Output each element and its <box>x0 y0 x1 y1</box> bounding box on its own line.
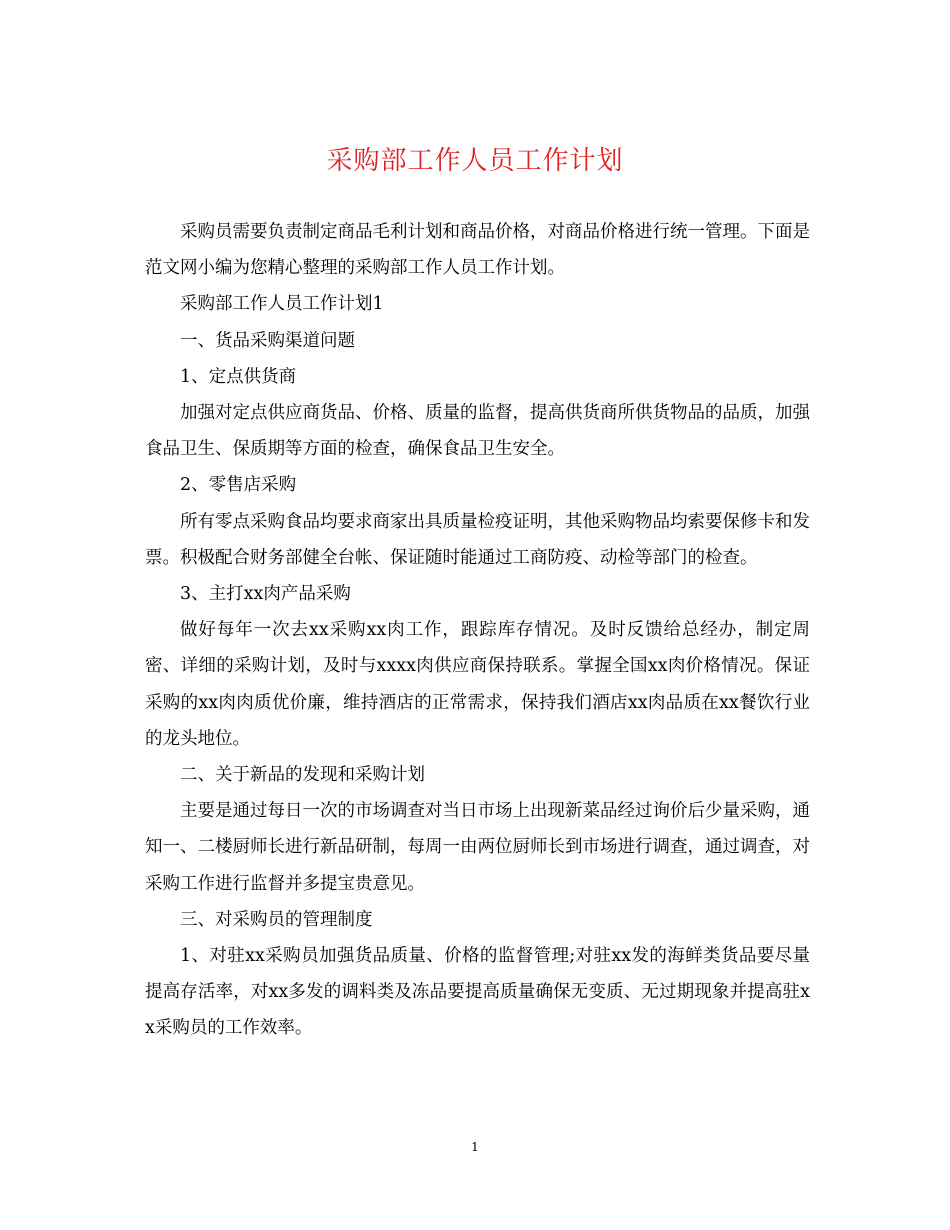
paragraph-subsection-3: 3、主打xx肉产品采购 <box>180 584 351 605</box>
paragraph-section-3-heading: 三、对采购员的管理制度 <box>180 909 373 930</box>
paragraph-retail-text: 所有零点采购食品均要求商家出具质量检疫证明，其他采购物品均索要保修卡和发票。积极配合财务部健全台帐、保证随时能通过工商防疫、动检等部门的检查。 <box>145 511 810 568</box>
document-title: 采购部工作人员工作计划 <box>326 146 624 176</box>
paragraph-intro: 采购员需要负责制定商品毛利计划和商品价格，对商品价格进行统一管理。下面是范文网小编为您精心整理的采购部工作人员工作计划。 <box>145 222 810 279</box>
paragraph-plan-heading: 采购部工作人员工作计划1 <box>180 294 384 315</box>
paragraph-section-1-heading: 一、货品采购渠道问题 <box>180 330 355 351</box>
paragraph-subsection-2: 2、零售店采购 <box>180 475 297 496</box>
page-number: 1 <box>471 1140 479 1154</box>
paragraph-section-2-heading: 二、关于新品的发现和采购计划 <box>180 765 425 786</box>
paragraph-new-products-text: 主要是通过每日一次的市场调查对当日市场上出现新菜品经过询价后少量采购，通知一、二楼厨师长进行新品研制，每周一由两位厨师长到市场进行调查，通过调查，对采购工作进行监督并多提宝贵意见。 <box>145 801 810 894</box>
document-body <box>145 214 810 1047</box>
paragraph-meat-text: 做好每年一次去xx采购xx肉工作，跟踪库存情况。及时反馈给总经办，制定周密、详细的采购计划，及时与xxxx肉供应商保持联系。掌握全国xx肉价格情况。保证采购的xx肉肉质优价廉，维持酒店的正常需求，保持我们酒店xx肉品质在xx餐饮行业的龙头地位。 <box>145 620 810 749</box>
paragraph-subsection-1: 1、定点供货商 <box>180 366 297 387</box>
paragraph-management-text: 1、对驻xx采购员加强货品质量、价格的监督管理;对驻xx发的海鲜类货品要尽量提高存活率，对xx多发的调料类及冻品要提高质量确保无变质、无过期现象并提高驻xx采购员的工作效率。 <box>145 946 810 1039</box>
paragraph-supplier-text: 加强对定点供应商货品、价格、质量的监督，提高供货商所供货物品的品质，加强食品卫生、保质期等方面的检查，确保食品卫生安全。 <box>145 403 810 460</box>
